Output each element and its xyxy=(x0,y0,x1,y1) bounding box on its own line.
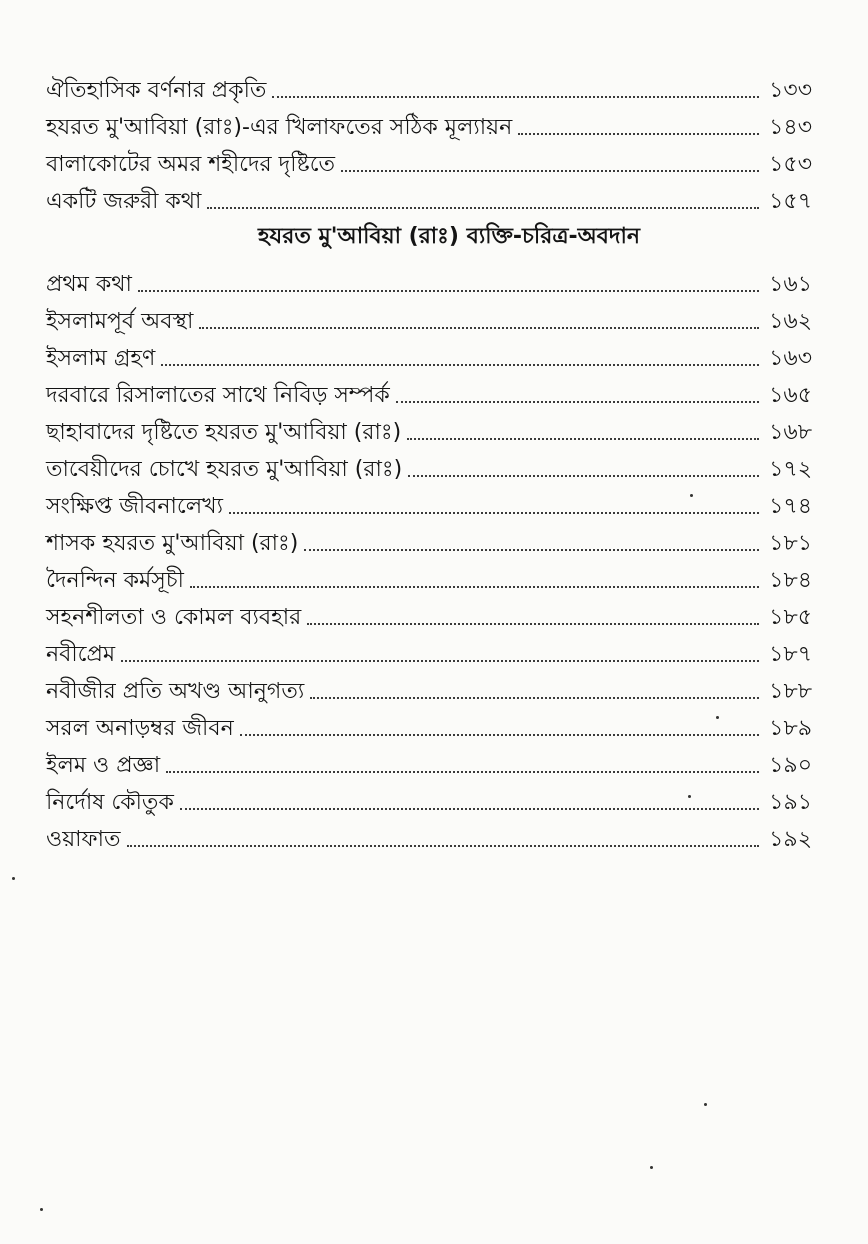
toc-leader-dots xyxy=(341,170,759,172)
toc-entry xyxy=(46,669,812,706)
toc-leader-dots xyxy=(396,401,759,403)
toc-entry-page: ১৯২ xyxy=(769,827,812,852)
toc-entry xyxy=(46,521,812,558)
toc-entry-page: ১৪৩ xyxy=(769,115,812,140)
toc-entry xyxy=(46,373,812,410)
toc-entry-page: ১৮১ xyxy=(769,531,812,556)
toc-entry-page: ১৫৩ xyxy=(769,152,812,177)
toc-entry-page: ১৭৪ xyxy=(769,494,812,519)
toc-entry-page: ১৫৭ xyxy=(769,189,812,214)
toc-entry xyxy=(46,484,812,521)
toc-entry xyxy=(46,743,812,780)
toc-entry-title: নির্দোষ কৌতুক xyxy=(46,790,174,815)
toc-entry-title: ছাহাবাদের দৃষ্টিতে হযরত মু'আবিয়া (রাঃ) xyxy=(46,420,402,445)
toc-leader-dots xyxy=(304,549,759,551)
toc-entry-page: ১৮৮ xyxy=(769,679,812,704)
toc-entry xyxy=(46,105,812,142)
toc-leader-dots xyxy=(190,586,759,588)
toc-entry-title: নবীজীর প্রতি অখণ্ড আনুগত্য xyxy=(46,679,305,704)
scan-speck xyxy=(716,716,719,719)
toc-leader-dots xyxy=(127,845,760,847)
toc-entry-page: ১৯১ xyxy=(769,790,812,815)
toc-entry xyxy=(46,336,812,373)
toc-leader-dots xyxy=(138,290,759,292)
toc-leader-dots xyxy=(310,697,759,699)
toc-leader-dots xyxy=(307,623,759,625)
toc-entry-page: ১৯০ xyxy=(769,753,812,778)
toc-entry-page: ১৬৩ xyxy=(769,346,812,371)
toc-entry-title: দৈনন্দিন কর্মসূচী xyxy=(46,568,184,593)
toc-entry xyxy=(46,706,812,743)
toc-entry-page: ১৮৯ xyxy=(769,716,812,741)
toc-entry-page: ১৭২ xyxy=(769,457,812,482)
scan-speck xyxy=(688,795,691,798)
toc-entry xyxy=(46,632,812,669)
toc-leader-dots xyxy=(229,512,759,514)
scan-speck xyxy=(650,1166,653,1169)
toc-entry-title: সংক্ষিপ্ত জীবনালেখ্য xyxy=(46,494,223,519)
toc-entry-title: ওয়াফাত xyxy=(46,827,121,852)
toc-entry-title: ইসলামপূর্ব অবস্থা xyxy=(46,309,194,334)
toc-entry-title: প্রথম কথা xyxy=(46,272,132,297)
toc-entry-title: হযরত মু'আবিয়া (রাঃ)-এর খিলাফতের সঠিক মূল্যায়ন xyxy=(46,115,513,140)
toc-entry xyxy=(46,780,812,817)
toc-leader-dots xyxy=(408,475,759,477)
toc-entry-title: তাবেয়ীদের চোখে হযরত মু'আবিয়া (রাঃ) xyxy=(46,457,403,482)
scan-speck xyxy=(690,494,693,497)
toc-entry xyxy=(46,142,812,179)
toc-leader-dots xyxy=(207,207,759,209)
toc-leader-dots xyxy=(272,96,759,98)
toc-entry-title: দরবারে রিসালাতের সাথে নিবিড় সম্পর্ক xyxy=(46,383,390,408)
toc-leader-dots xyxy=(166,771,759,773)
toc-entry xyxy=(46,558,812,595)
toc-entry-title: শাসক হযরত মু'আবিয়া (রাঃ) xyxy=(46,531,299,556)
toc-leader-dots xyxy=(518,133,759,135)
toc-entry xyxy=(46,447,812,484)
toc-entry-page: ১৮৪ xyxy=(769,568,812,593)
toc-entry-page: ১৮৫ xyxy=(769,605,812,630)
toc-entry-page: ১৬৮ xyxy=(769,420,812,445)
toc-entry xyxy=(46,179,812,216)
toc-entry xyxy=(46,299,812,336)
toc-entry-title: সরল অনাড়ম্বর জীবন xyxy=(46,716,234,741)
toc-entry-title: ইসলাম গ্রহণ xyxy=(46,346,156,371)
toc-leader-dots xyxy=(161,364,759,366)
toc-leader-dots xyxy=(407,438,759,440)
scan-speck xyxy=(704,1103,707,1106)
toc-entry-title: ঐতিহাসিক বর্ণনার প্রকৃতি xyxy=(46,78,267,103)
toc-entry-page: ১৩৩ xyxy=(769,78,812,103)
toc-leader-dots xyxy=(180,808,759,810)
toc-entry-title: একটি জরুরী কথা xyxy=(46,189,202,214)
toc-leader-dots xyxy=(240,734,759,736)
toc-entry xyxy=(46,817,812,854)
scan-speck xyxy=(40,1208,43,1211)
toc-entry-page: ১৬১ xyxy=(769,272,812,297)
toc-entry xyxy=(46,410,812,447)
toc-entry xyxy=(46,262,812,299)
scan-speck xyxy=(12,877,15,880)
toc-entry xyxy=(46,595,812,632)
toc-entry-title: বালাকোটের অমর শহীদের দৃষ্টিতে xyxy=(46,152,336,177)
toc-entry xyxy=(46,68,812,105)
section-heading: হযরত মু'আবিয়া (রাঃ) ব্যক্তি-চরিত্র-অবদান xyxy=(258,224,640,249)
toc-leader-dots xyxy=(199,327,759,329)
table-of-contents xyxy=(46,68,812,854)
toc-entry-title: সহনশীলতা ও কোমল ব্যবহার xyxy=(46,605,302,630)
toc-leader-dots xyxy=(121,660,759,662)
toc-entry-page: ১৮৭ xyxy=(769,642,812,667)
toc-entry-title: ইলম ও প্রজ্ঞা xyxy=(46,753,161,778)
toc-entry-page: ১৬২ xyxy=(769,309,812,334)
toc-entry-page: ১৬৫ xyxy=(769,383,812,408)
toc-entry-title: নবীপ্রেম xyxy=(46,642,116,667)
